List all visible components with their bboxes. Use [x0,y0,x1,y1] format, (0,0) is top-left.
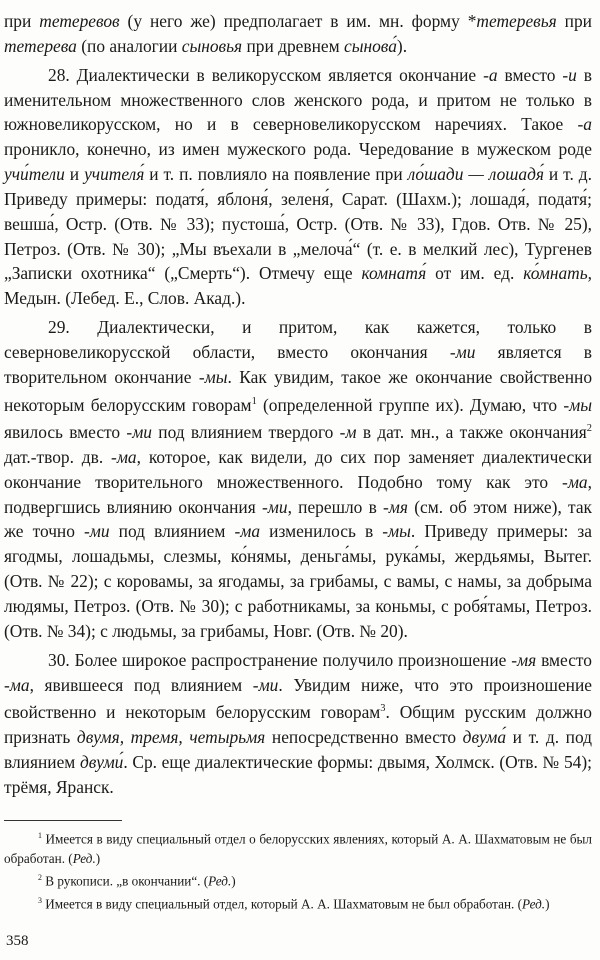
italic-term: -ми [449,341,476,362]
italic-term: учи́тели [4,164,65,185]
italic-term: -ма [234,521,261,542]
footnote-marker: 2 [586,423,592,435]
italic-term: Ред. [208,873,232,889]
italic-term: -мя [511,649,537,670]
italic-term: -ми [261,496,288,517]
footnote-marker: 3 [380,703,386,715]
italic-term: -ма [562,471,588,492]
italic-term: ко́мнать, [523,263,592,284]
paragraph-29: 29. Диалектически, и притом, как кажется, только в северновеликорусской области, вместо окончания -ми является в творительном окончание -мы. Как увидим, такое же окончание свойственно некоторым белорусским говорам$^1$ (определенной группе их). Думаю, что -мы явилось вместо -ми под влиянием твердого -м в дат. мн., а также окончания$^2$ дат.-твор. дв. -ма, которое, как видели, до сих пор заменяет диалектически окончание творительного множественного. Подобно тому как это -ма, подвергшись влиянию окончания -ми, перешло в -мя (см. об этом ниже), так же точно -ми под влиянием -ма изменилось в -мы. Приведу примеры: за ягодмы, лошадьмы, слезмы, ко́нямы, деньга́мы, рука́мы, жердьямы, Вытег. (Отв. № 22); с коровамы, за ягодамы, за грибамы, с вамы, с намы, за добрыма людямы, Петроз. (Отв. № 30); с работникамы, за коньмы, с робя́тамы, Петроз. (Отв. № 34); с людьмы, за грибамы, Новг. (Отв. № 20). [4,317,593,641]
italic-term: -ма [4,674,30,695]
paragraph-continuation: при тетеревов (у него же) предполагает в им. мн. форму *тетеревья при тетерева (по аналогии сыновья при древнем сынова́). [4,11,592,56]
italic-term: -ма [111,446,137,467]
italic-term: сынова́ [343,35,397,56]
paragraph-28: 28. Диалектически в великорусском является окончание -а вместо -и в именительном множественного слов женского рода, и притом не только в южновеликорусском, но и в северновеликорусском наречиях. Такое -а проникло, конечно, из имен мужеского рода. Чередование в мужеском роде учи́тели и учителя́ и т. п. повлияло на появление при ло́шади — лошадя́ и т. д. Приведу примеры: податя́, яблоня́, зеленя́, Сарат. (Шахм.); лошадя́, податя́; вешша́, Остр. (Отв. № 33); пустоша́, Остр. (Отв. № 33), Гдов. Отв. № 25), Петроз. (Отв. № 30); „Мы въехали в „мелоча́“ (т. е. в мелкий лес), Тургенев „Записки охотника“ („Смерть“). Отмечу еще комнатя́ от им. ед. ко́мнать, Медын. (Лебед. Е., Слов. Акад.). [4,64,592,309]
italic-term: комнатя́ [361,263,427,284]
italic-term: -а [483,64,498,85]
italic-term: тетеревов [39,11,120,31]
italic-term: -мя [383,496,408,517]
italic-term: тетеревья [476,11,557,31]
footnote-marker: 3 [38,896,42,906]
italic-term: сыновья [181,35,243,56]
footnote-3: $^3$ Имеется в виду специальный отдел, который А. А. Шахматовым не был обработан. (Ред.) [38,896,550,912]
italic-term: -а [577,114,592,135]
page-number: 358 [6,933,29,949]
italic-term: ло́шади — лошадя́ [407,164,544,185]
italic-term: Ред. [72,850,96,866]
footnote-1: $^1$ Имеется в виду специальный отдел о белорусских явлениях, который А. А. Шахматовым не был обработан. (Ред.) [4,831,592,866]
italic-term: -мы [563,394,592,415]
footnotes [4,826,592,914]
italic-term: Ред. [522,896,546,912]
footnote-marker: 1 [38,831,42,840]
italic-term: -и [562,64,577,85]
italic-term: -м [339,422,357,443]
italic-term: двума́ [462,727,507,748]
footnote-marker: 1 [251,395,257,407]
italic-term: -ми [126,422,152,443]
footnote-marker: 2 [38,873,42,883]
italic-term: двуми́ [79,751,124,772]
italic-term: -мы [382,521,411,542]
footnote-divider [4,820,122,821]
italic-term: -ми [252,674,279,695]
italic-term: -мы [198,366,228,387]
italic-term: тетерева [4,35,77,56]
paragraph-30: 30. Более широкое распространение получило произношение -мя вместо -ма, явившееся под влиянием -ми. Увидим ниже, что это произношение свойственно и некоторым белорусским говорам$^3$. Общим русским должно признать двумя, тремя, четырьмя непосредственно вместо двума́ и т. д. под влиянием двуми́. Ср. еще диалектические формы: двымя, Холмск. (Отв. № 54); трёмя, Яранск. [4,649,593,797]
italic-term: двумя, тремя, четырьмя [76,727,266,748]
italic-term: учителя́ [84,164,145,185]
italic-term: -ми [84,521,110,542]
footnote-2: $^2$ В рукописи. „в окончании“. (Ред.) [38,873,236,889]
main-text [4,9,592,800]
